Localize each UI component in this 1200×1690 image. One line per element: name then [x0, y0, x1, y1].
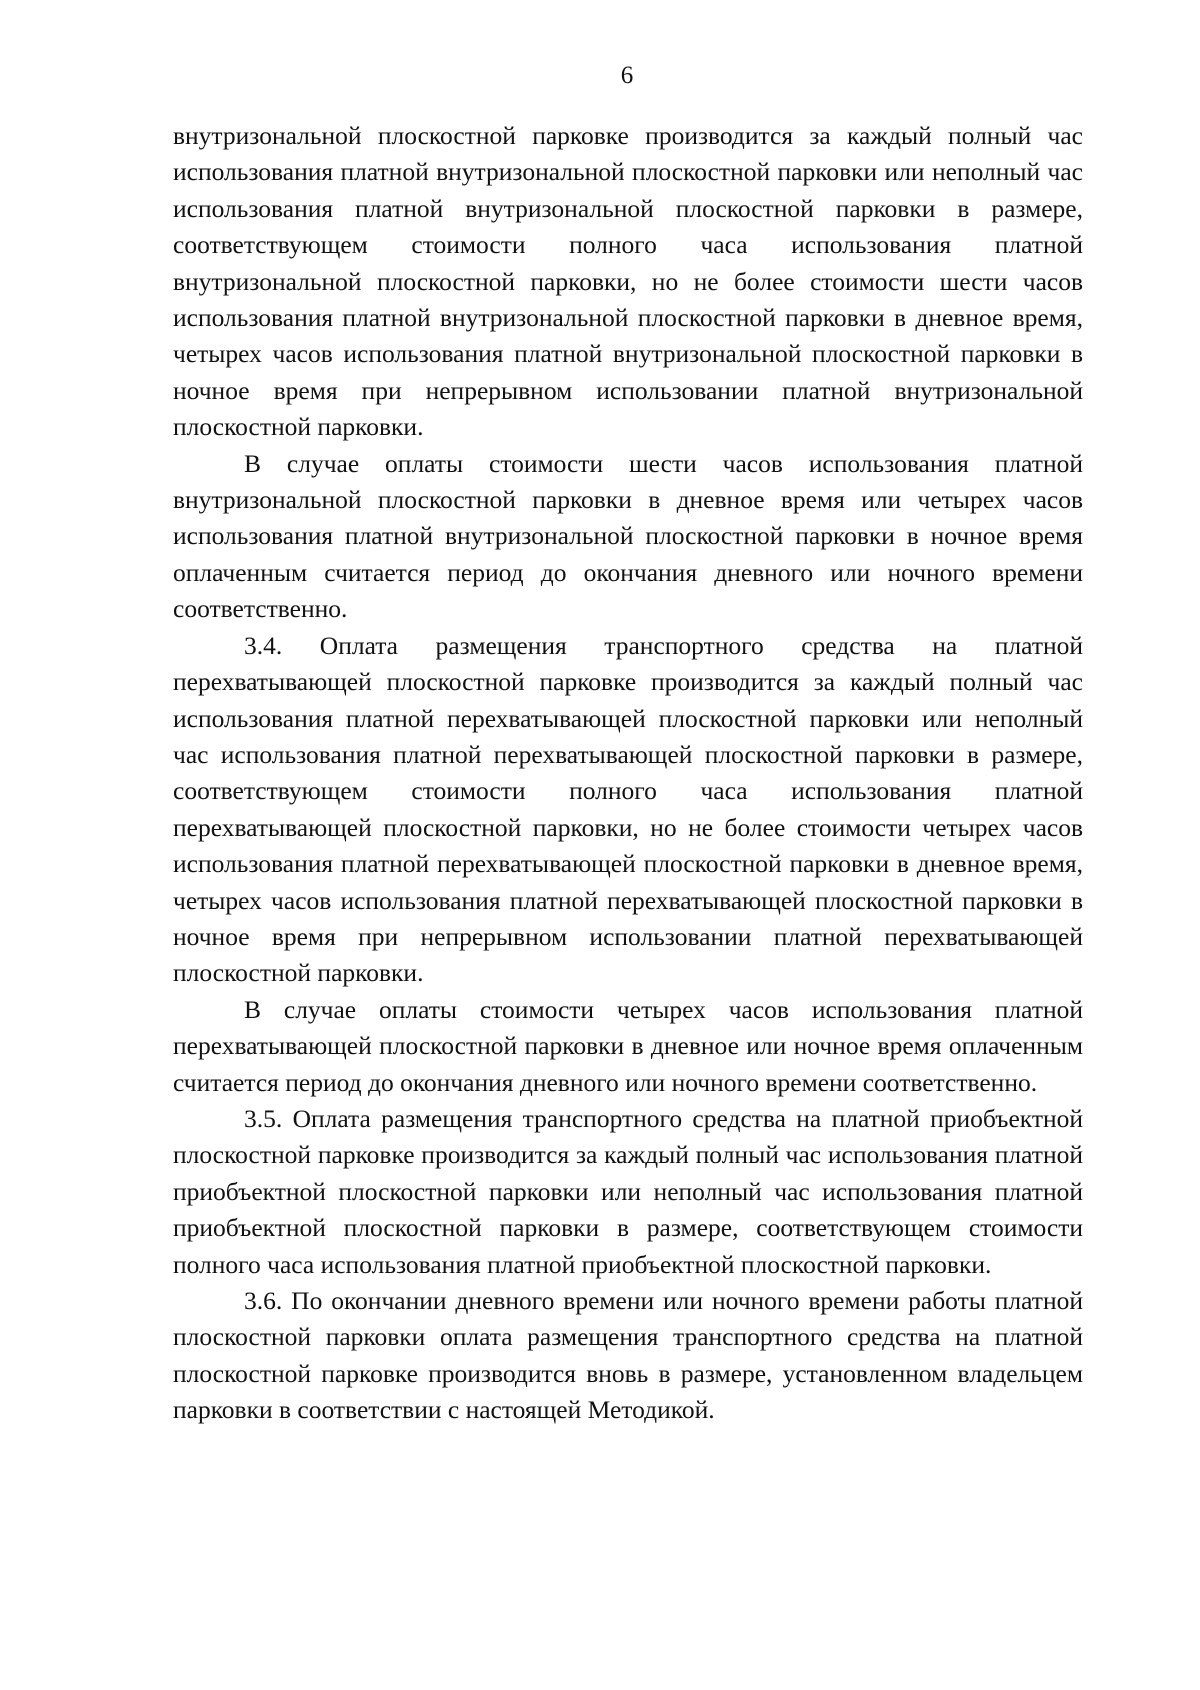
paragraph-continuation: внутризональной плоскостной парковке производится за каждый полный час использования платной внутризональной плоскостной парковки или неполный час использования платной внутризональной плоскостной парковки в размере, соответствующем стоимости полного часа использования платной внутризональной плоскостной парковки, но не более стоимости шести часов использования платной внутризональной плоскостной парковки в дневное время, четырех часов использования платной внутризональной плоскостной парковки в ночное время при непрерывном использовании платной внутризональной плоскостной парковки. — [173, 121, 1083, 442]
document-body — [173, 118, 1083, 1429]
paragraph-3-5: 3.5. Оплата размещения транспортного средства на платной приобъектной плоскостной парковке производится за каждый полный час использования платной приобъектной плоскостной парковки или неполный час использования платной приобъектной плоскостной парковки в размере, соответствующем стоимости полного часа использования платной приобъектной плоскостной парковки. — [173, 1103, 1083, 1279]
paragraph-3-4: 3.4. Оплата размещения транспортного средства на платной перехватывающей плоскостной парковке производится за каждый полный час использования платной перехватывающей плоскостной парковки или неполный час использования платной перехватывающей плоскостной парковки в размере, соответствующем стоимости полного часа использования платной перехватывающей плоскостной парковки, но не более стоимости четырех часов использования платной перехватывающей плоскостной парковки в дневное время, четырех часов использования платной перехватывающей плоскостной парковки в ночное время при непрерывном использовании платной перехватывающей плоскостной парковки. — [173, 630, 1083, 988]
page-number: 6 — [620, 62, 634, 89]
paragraph-four-hours-note: В случае оплаты стоимости четырех часов использования платной перехватывающей плоскостной парковки в дневное или ночное время оплаченным считается период до окончания дневного или ночного времени соответственно. — [173, 994, 1083, 1097]
paragraph-3-6: 3.6. По окончании дневного времени или ночного времени работы платной плоскостной парковки оплата размещения транспортного средства на платной плоскостной парковке производится вновь в размере, установленном владельцем парковки в соответствии с настоящей Методикой. — [173, 1286, 1083, 1425]
paragraph-six-hours-note: В случае оплаты стоимости шести часов использования платной внутризональной плоскостной парковки в дневное время или четырех часов использования платной внутризональной плоскостной парковки в ночное время оплаченным считается период до окончания дневного или ночного времени соответственно. — [173, 448, 1083, 624]
